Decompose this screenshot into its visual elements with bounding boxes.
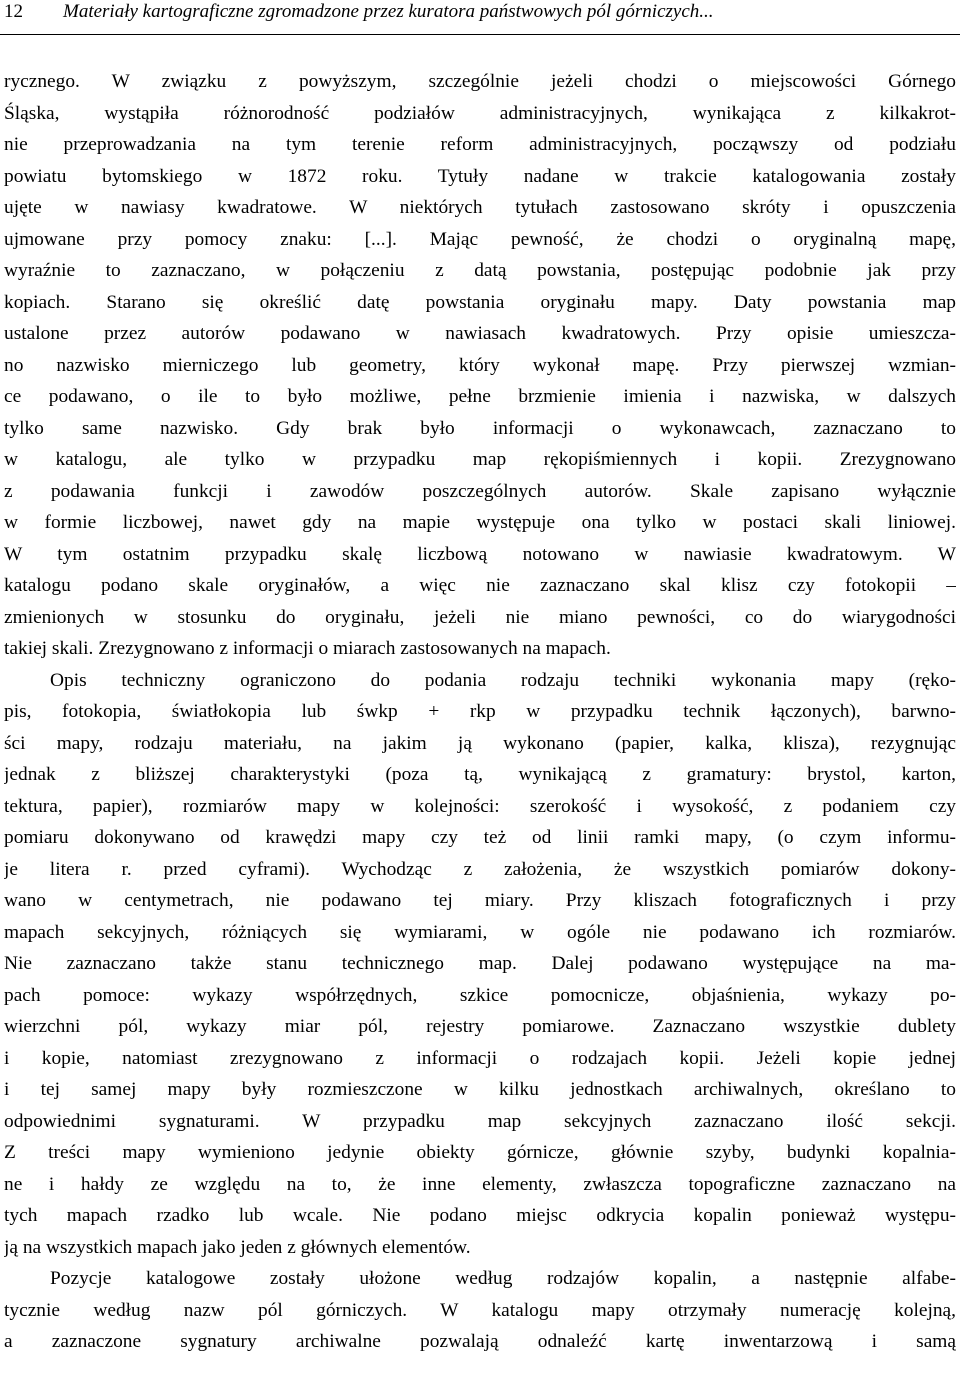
- text-line: odpowiednimi sygnaturami. W przypadku map sekcyjnych zaznaczano ilość sekcji.: [4, 1110, 956, 1132]
- text-line: ujęte w nawiasy kwadratowe. W niektórych tytułach zastosowano skróty i opuszczenia: [4, 197, 956, 218]
- page-header: [4, 0, 954, 24]
- text-line: ce podawano, o ile to było możliwe, pełne brzmienie imienia i nazwiska, w dalszych: [4, 386, 956, 407]
- text-line: pach pomoce: wykazy współrzędnych, szkice pomocnicze, objaśnienia, wykazy po-: [4, 984, 956, 1006]
- text-line: ści mapy, rodzaju materiału, na jakim ją wykonano (papier, kalka, klisza), rezygnując: [4, 732, 956, 754]
- body-text: [4, 66, 956, 1358]
- text-line: no nazwisko mierniczego lub geometry, który wykonał mapę. Przy pierwszej wzmian-: [4, 354, 956, 376]
- text-line: ne i hałdy ze względu na to, że inne elementy, zwłaszcza topograficzne zaznaczano na: [4, 1173, 956, 1195]
- text-line: ją na wszystkich mapach jako jeden z głównych elementów.: [4, 1236, 471, 1258]
- text-line: W tym ostatnim przypadku skalę liczbową notowano w nawiasie kwadratowym. W: [4, 543, 956, 565]
- text-line: z podawania funkcji i zawodów poszczególnych autorów. Skale zapisano wyłącznie: [4, 480, 956, 502]
- text-line: tycznie według nazw pól górniczych. W katalogu mapy otrzymały numerację kolejną,: [4, 1299, 956, 1321]
- text-line: pis, fotokopia, światłokopia lub śwkp + rkp w przypadku technik łączonych), barwno-: [4, 701, 956, 722]
- page-number: 12: [4, 1, 23, 22]
- text-line: tektura, papier), rozmiarów mapy w kolejności: szerokość i wysokość, z podaniem czy: [4, 795, 956, 817]
- text-line: mapach sekcyjnych, różniących się wymiarami, w ogóle nie podawano ich rozmiarów.: [4, 921, 956, 943]
- text-line: powiatu bytomskiego w 1872 roku. Tytuły nadane w trakcie katalogowania zostały: [4, 165, 956, 187]
- text-line: pomiaru dokonywano od krawędzi mapy czy też od linii ramki mapy, (o czym informu-: [4, 827, 956, 848]
- text-line: tych mapach rzadko lub wcale. Nie podano miejsc odkrycia kopalin ponieważ występu-: [4, 1205, 956, 1226]
- text-line: i tej samej mapy były rozmieszczone w kilku jednostkach archiwalnych, określano to: [4, 1079, 956, 1100]
- text-line: Nie zaznaczano także stanu technicznego map. Dalej podawano występujące na ma-: [4, 953, 956, 974]
- text-line: tylko same nazwisko. Gdy brak było informacji o wykonawcach, zaznaczano to: [4, 417, 956, 439]
- text-line: je litera r. przed cyframi). Wychodząc z założenia, że wszystkich pomiarów dokony-: [4, 858, 956, 880]
- text-line: Z treści mapy wymieniono jedynie obiekty górnicze, głównie szyby, budynki kopalnia-: [4, 1142, 956, 1163]
- text-line: kopiach. Starano się określić datę powstania oryginału mapy. Daty powstania map: [4, 291, 956, 313]
- text-line: w katalogu, ale tylko w przypadku map rękopiśmiennych i kopii. Zrezygnowano: [4, 449, 956, 470]
- text-line: Opis techniczny ograniczono do podania rodzaju techniki wykonania mapy (ręko-: [50, 669, 956, 691]
- text-line: takiej skali. Zrezygnowano z informacji o miarach zastosowanych na mapach.: [4, 638, 611, 659]
- text-line: w formie liczbowej, nawet gdy na mapie występuje ona tylko w postaci skali liniowej.: [4, 512, 956, 533]
- text-line: katalogu podano skale oryginałów, a więc nie zaznaczano skal klisz czy fotokopii –: [4, 575, 956, 596]
- text-line: zmienionych w stosunku do oryginału, jeżeli nie miano pewności, co do wiarygodności: [4, 606, 956, 628]
- text-line: rycznego. W związku z powyższym, szczególnie jeżeli chodzi o miejscowości Górnego: [4, 71, 956, 92]
- text-line: Pozycje katalogowe zostały ułożone według rodzajów kopalin, a następnie alfabe-: [50, 1268, 956, 1289]
- text-line: ustalone przez autorów podawano w nawiasach kwadratowych. Przy opisie umieszcza-: [4, 323, 956, 344]
- text-line: wyraźnie to zaznaczano, w połączeniu z datą powstania, postępując podobnie jak przy: [4, 260, 956, 281]
- text-line: wano w centymetrach, nie podawano tej miary. Przy kliszach fotograficznych i przy: [4, 890, 956, 911]
- header-rule: [0, 34, 960, 35]
- text-line: jednak z bliższej charakterystyki (poza tą, wynikającą z gramatury: brystol, karton,: [4, 764, 956, 785]
- text-line: Śląska, wystąpiła różnorodność podziałów administracyjnych, wynikająca z kilkakrot-: [4, 102, 956, 124]
- text-line: ujmowane przy pomocy znaku: [...]. Mając pewność, że chodzi o oryginalną mapę,: [4, 228, 956, 250]
- text-line: i kopie, natomiast zrezygnowano z informacji o rodzajach kopii. Jeżeli kopie jednej: [4, 1047, 956, 1069]
- text-line: wierzchni pól, wykazy miar pól, rejestry pomiarowe. Zaznaczano wszystkie dublety: [4, 1016, 956, 1037]
- running-title: Materiały kartograficzne zgromadzone przez kuratora państwowych pól górniczych...: [63, 1, 714, 22]
- text-line: a zaznaczone sygnatury archiwalne pozwalają odnaleźć kartę inwentarzową i samą: [4, 1331, 956, 1352]
- text-line: nie przeprowadzania na tym terenie reform administracyjnych, począwszy od podziału: [4, 134, 956, 155]
